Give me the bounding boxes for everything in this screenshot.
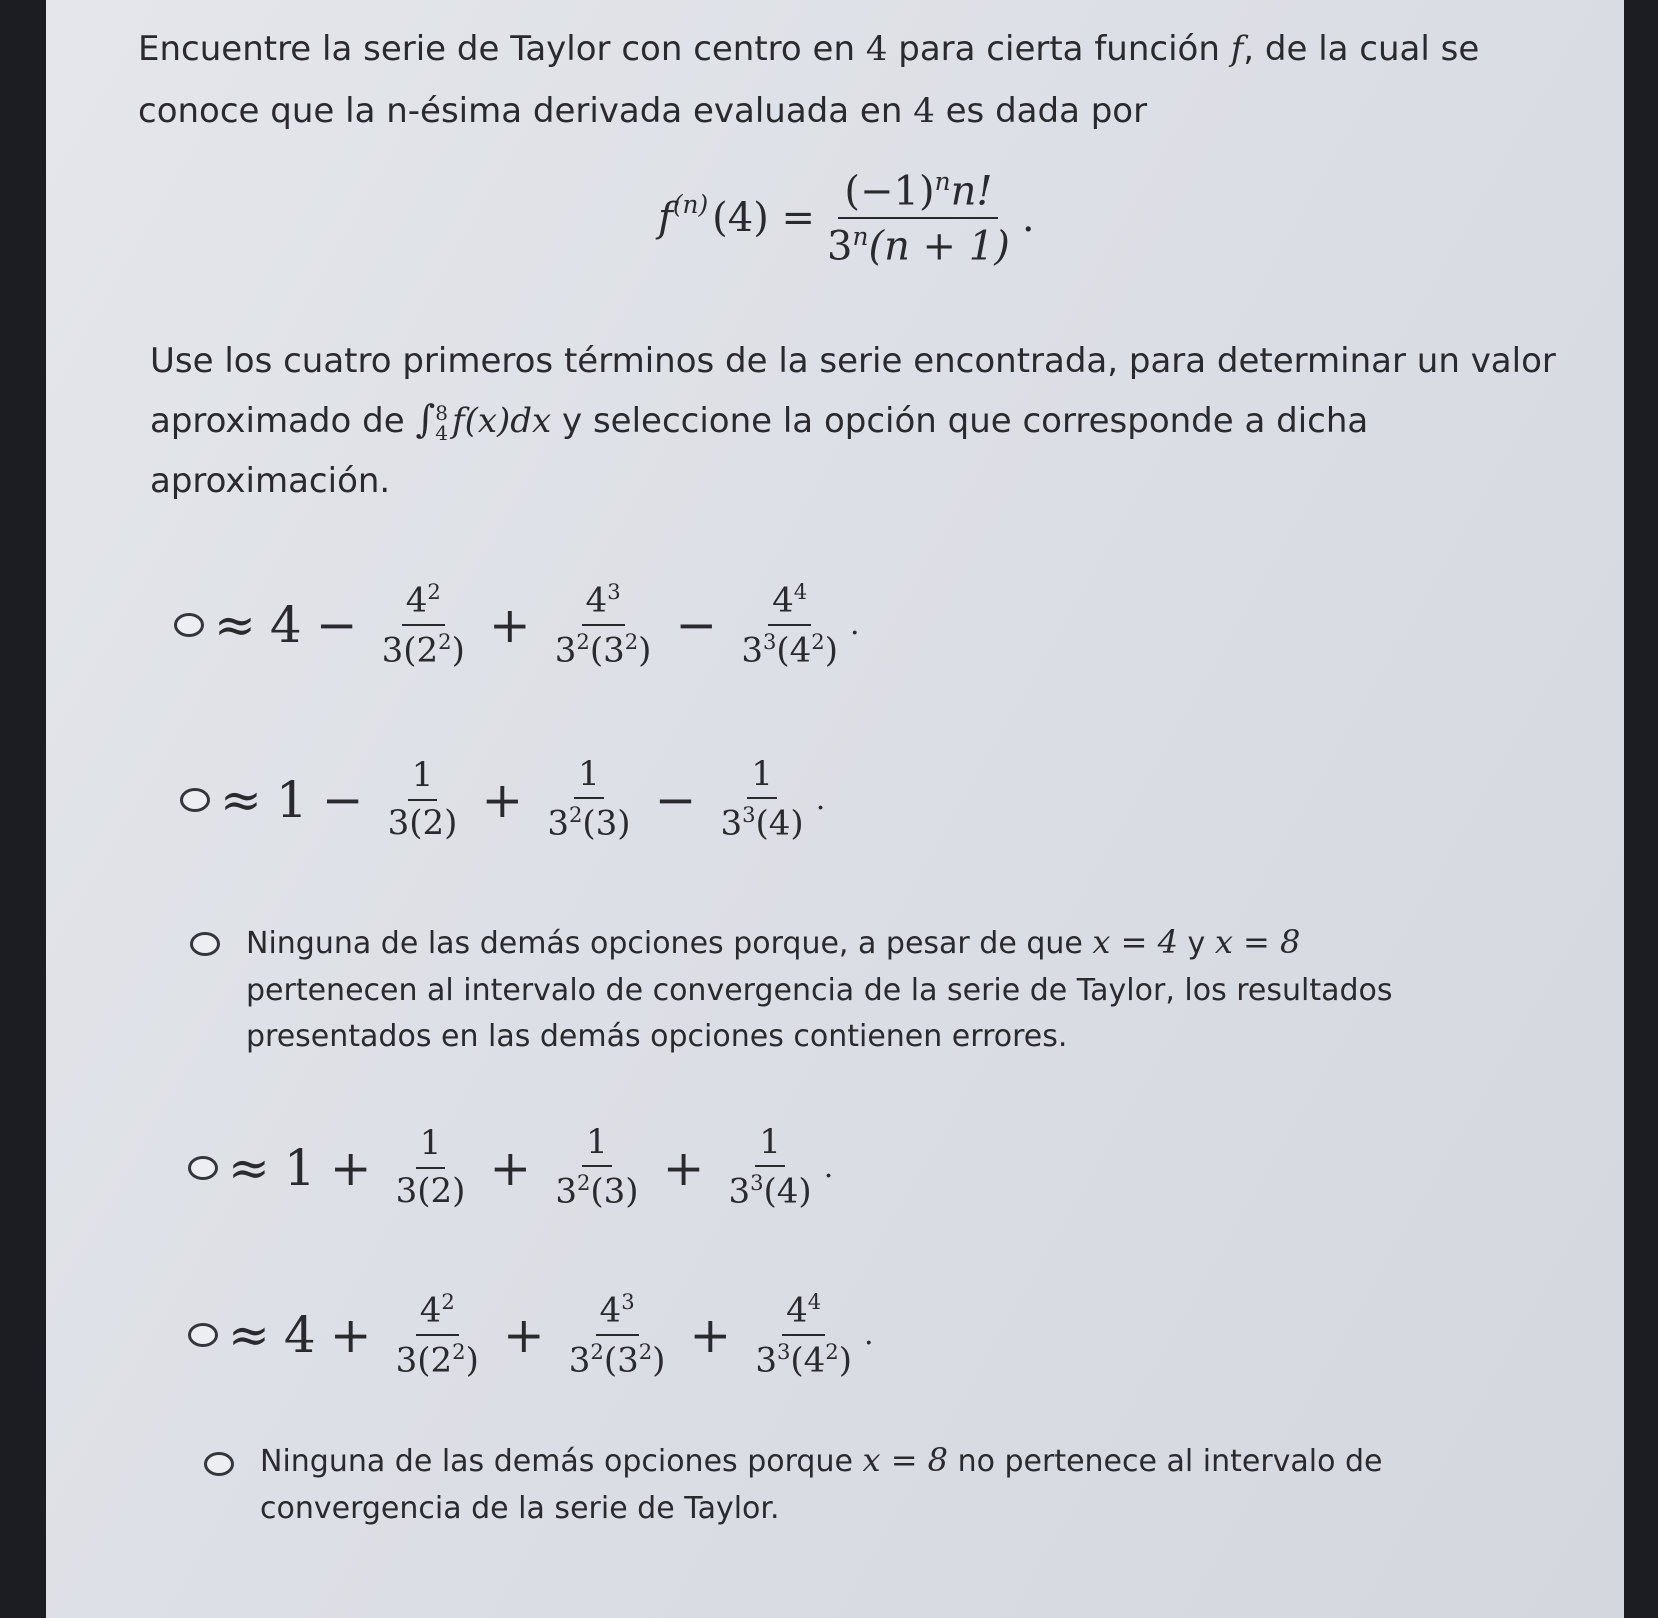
- option-4-expression: ≈ 1 + $\frac{1}{3(2)}$ + $\frac{1}{3^2(3)}$ + $\frac{1}{3^3(4)}$ .: [228, 1122, 834, 1212]
- option-6-radio[interactable]: [204, 1452, 234, 1476]
- option-3-radio[interactable]: [190, 932, 220, 956]
- option-2-expression: ≈ 1 − $\frac{1}{3(2)}$ + $\frac{1}{3^2(3)}$ − $\frac{1}{3^3(4)}$ .: [220, 754, 826, 844]
- option-4-radio[interactable]: [188, 1156, 218, 1180]
- option-1[interactable]: [174, 580, 860, 669]
- derivative-formula: f $^{(n)}$ (4) = $\frac{(-1)^nn!}{3^n(n + 1)}$ .: [658, 167, 1035, 270]
- intro-line-2: conoce que la n-ésima derivada evaluada en 4 es dada por: [138, 91, 1148, 131]
- option-5[interactable]: [188, 1290, 874, 1379]
- option-6[interactable]: [204, 1452, 234, 1476]
- intro-line-1: Encuentre la serie de Taylor con centro en 4 para cierta función f, de la cual se: [138, 29, 1480, 69]
- option-5-expression: ≈ 4 + $\frac{4^2}{3(2^2)}$ + $\frac{4^3}{3^2(3^2)}$ + $\frac{4^4}{3^3(4^2)}$ .: [228, 1289, 874, 1381]
- quiz-screen: [46, 0, 1624, 1618]
- option-3[interactable]: [190, 932, 220, 956]
- option-3-text: Ninguna de las demás opciones porque, a pesar de que x = 4 y x = 8 pertenecen al intervalo de convergencia de la serie de Taylor, los resultados presentados en las demás opciones contienen errores.: [246, 923, 1393, 1055]
- option-2-radio[interactable]: [180, 788, 210, 812]
- use-line-2: aproximado de ∫ 8 4 f(x)dx y seleccione la opción que corresponde a dicha: [150, 397, 1369, 445]
- option-1-radio[interactable]: [174, 613, 204, 637]
- option-5-radio[interactable]: [188, 1323, 218, 1347]
- use-line-3: aproximación.: [150, 461, 391, 501]
- option-1-expression: ≈ 4 − $\frac{4^2}{3(2^2)}$ + $\frac{4^3}{3^2(3^2)}$ − $\frac{4^4}{3^3(4^2)}$ .: [214, 579, 860, 671]
- option-2[interactable]: [180, 756, 825, 843]
- option-4[interactable]: [188, 1124, 833, 1211]
- formula-fraction: $\frac{(-1)^nn!}{3^n(n + 1)}$: [827, 167, 1010, 270]
- option-6-text: Ninguna de las demás opciones porque x = 8 no pertenece al intervalo de convergencia de la serie de Taylor.: [260, 1441, 1383, 1526]
- use-line-1: Use los cuatro primeros términos de la serie encontrada, para determinar un valor: [150, 341, 1556, 381]
